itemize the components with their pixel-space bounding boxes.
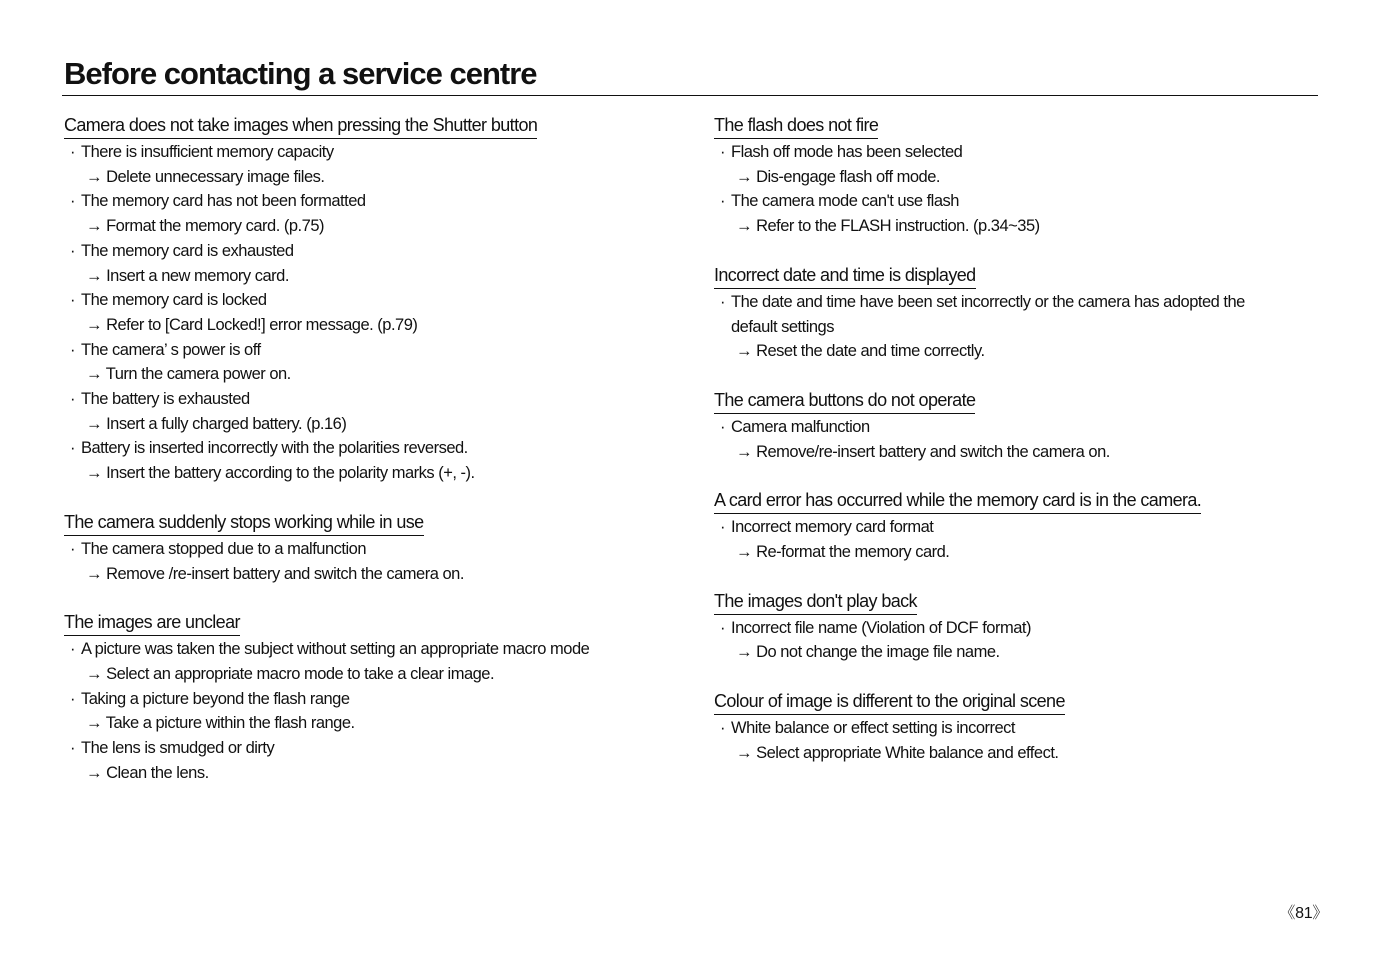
- title-divider: [62, 95, 1318, 96]
- remedy-item: → Do not change the image file name.: [736, 643, 1000, 662]
- cause-item: [64, 436, 664, 461]
- cause-item: [714, 290, 1286, 339]
- remedy-item: → Re-format the memory card.: [736, 543, 950, 562]
- bullet-dot: ·: [70, 192, 75, 211]
- entry-list: [64, 637, 664, 785]
- section-heading: Camera does not take images when pressing the Shutter button: [64, 114, 537, 139]
- entry-list: [714, 415, 1314, 464]
- cause-text: Incorrect file name (Violation of DCF format): [731, 618, 1031, 637]
- section-heading: Colour of image is different to the original scene: [714, 690, 1065, 715]
- remedy-item: → Take a picture within the flash range.: [86, 714, 355, 733]
- bullet-dot: ·: [720, 719, 725, 738]
- remedy-item: → Remove/re-insert battery and switch the camera on.: [736, 442, 1110, 461]
- bullet-dot: ·: [720, 618, 725, 637]
- section-heading: The flash does not fire: [714, 114, 878, 139]
- remedy-item: → Delete unnecessary image files.: [86, 167, 325, 186]
- section-heading: The images don't play back: [714, 590, 917, 615]
- section-card-error: [714, 489, 1314, 564]
- right-column: [714, 114, 1314, 791]
- bullet-dot: ·: [70, 439, 75, 458]
- bullet-dot: ·: [70, 539, 75, 558]
- cause-text: Flash off mode has been selected: [731, 143, 963, 161]
- cause-text: White balance or effect setting is incorrect: [731, 719, 1016, 738]
- cause-item: [64, 239, 664, 264]
- remedy-item: → Insert the battery according to the polarity marks (+, -).: [86, 464, 475, 483]
- section-images-unclear: [64, 611, 664, 785]
- remedy-item: → Remove /re-insert battery and switch the camera on.: [86, 564, 464, 583]
- entry-list: [714, 140, 1314, 239]
- cause-item: [714, 716, 1314, 741]
- cause-item: [64, 687, 664, 712]
- remedy-item: → Refer to [Card Locked!] error message. (p.79): [86, 315, 418, 334]
- cause-item: [64, 537, 664, 562]
- bullet-dot: ·: [70, 241, 75, 260]
- section-camera-stops: [64, 511, 664, 586]
- section-incorrect-date: [714, 264, 1314, 364]
- remedy-item: → Select an appropriate macro mode to take a clear image.: [86, 664, 495, 683]
- section-heading: The camera suddenly stops working while in use: [64, 511, 424, 536]
- entry-list: [714, 515, 1314, 564]
- cause-item: [714, 616, 1314, 641]
- cause-item: [714, 189, 1314, 214]
- cause-text: The memory card has not been formatted: [81, 192, 366, 211]
- cause-text: Battery is inserted incorrectly with the polarities reversed.: [81, 439, 468, 458]
- cause-text: Camera malfunction: [731, 417, 870, 436]
- bullet-dot: ·: [70, 739, 75, 758]
- cause-item: [64, 387, 664, 412]
- bullet-dot: ·: [720, 143, 725, 161]
- cause-text: There is insufficient memory capacity: [81, 143, 334, 161]
- left-column: [64, 114, 664, 810]
- cause-text: Taking a picture beyond the flash range: [81, 689, 350, 708]
- cause-text: Incorrect memory card format: [731, 518, 934, 537]
- cause-item: [64, 140, 664, 165]
- bullet-dot: ·: [720, 518, 725, 537]
- entry-list: [64, 140, 664, 486]
- remedy-item: → Turn the camera power on.: [86, 365, 291, 384]
- cause-item: [64, 736, 664, 761]
- cause-item: [64, 637, 664, 662]
- section-heading: The camera buttons do not operate: [714, 389, 975, 414]
- section-shutter-no-images: [64, 114, 664, 486]
- cause-item: [64, 189, 664, 214]
- section-heading: Incorrect date and time is displayed: [714, 264, 976, 289]
- cause-item: [714, 140, 1314, 165]
- section-no-playback: [714, 590, 1314, 665]
- remedy-item: → Select appropriate White balance and effect.: [736, 743, 1059, 762]
- bullet-dot: ·: [70, 340, 75, 359]
- remedy-item: → Clean the lens.: [86, 763, 209, 782]
- section-flash-no-fire: [714, 114, 1314, 239]
- bullet-dot: ·: [720, 292, 725, 311]
- cause-text: A picture was taken the subject without setting an appropriate macro mode: [81, 640, 590, 659]
- remedy-item: → Insert a new memory card.: [86, 266, 289, 285]
- remedy-item: → Dis-engage flash off mode.: [736, 167, 940, 186]
- page-number: 《81》: [1279, 905, 1328, 922]
- entry-list: [714, 290, 1314, 364]
- bullet-dot: ·: [70, 689, 75, 708]
- remedy-item: → Refer to the FLASH instruction. (p.34~35): [736, 217, 1040, 236]
- bullet-dot: ·: [70, 143, 75, 161]
- section-colour-different: [714, 690, 1314, 765]
- remedy-item: → Insert a fully charged battery. (p.16): [86, 414, 347, 433]
- bullet-dot: ·: [70, 390, 75, 409]
- cause-text: The camera’ s power is off: [81, 340, 261, 359]
- remedy-item: → Format the memory card. (p.75): [86, 217, 324, 236]
- bullet-dot: ·: [70, 640, 75, 659]
- cause-text: The camera mode can't use flash: [731, 192, 959, 211]
- cause-text: The memory card is locked: [81, 291, 267, 310]
- cause-text: The memory card is exhausted: [81, 241, 294, 260]
- section-heading: The images are unclear: [64, 611, 240, 636]
- entry-list: [714, 716, 1314, 765]
- bullet-dot: ·: [720, 192, 725, 211]
- remedy-item: → Reset the date and time correctly.: [736, 342, 985, 361]
- entry-list: [714, 616, 1314, 665]
- section-heading: A card error has occurred while the memory card is in the camera.: [714, 489, 1201, 514]
- cause-item: [64, 288, 664, 313]
- cause-text: The battery is exhausted: [81, 390, 250, 409]
- entry-list: [64, 537, 664, 586]
- page-title: Before contacting a service centre: [64, 56, 537, 91]
- bullet-dot: ·: [720, 417, 725, 436]
- cause-item: [714, 515, 1314, 540]
- cause-item: [64, 338, 664, 363]
- cause-text: The camera stopped due to a malfunction: [81, 539, 367, 558]
- cause-item: [714, 415, 1314, 440]
- cause-text: The lens is smudged or dirty: [81, 739, 275, 758]
- section-buttons-inoperative: [714, 389, 1314, 464]
- bullet-dot: ·: [70, 291, 75, 310]
- cause-text: The date and time have been set incorrectly or the camera has adopted the default settings: [731, 292, 1245, 336]
